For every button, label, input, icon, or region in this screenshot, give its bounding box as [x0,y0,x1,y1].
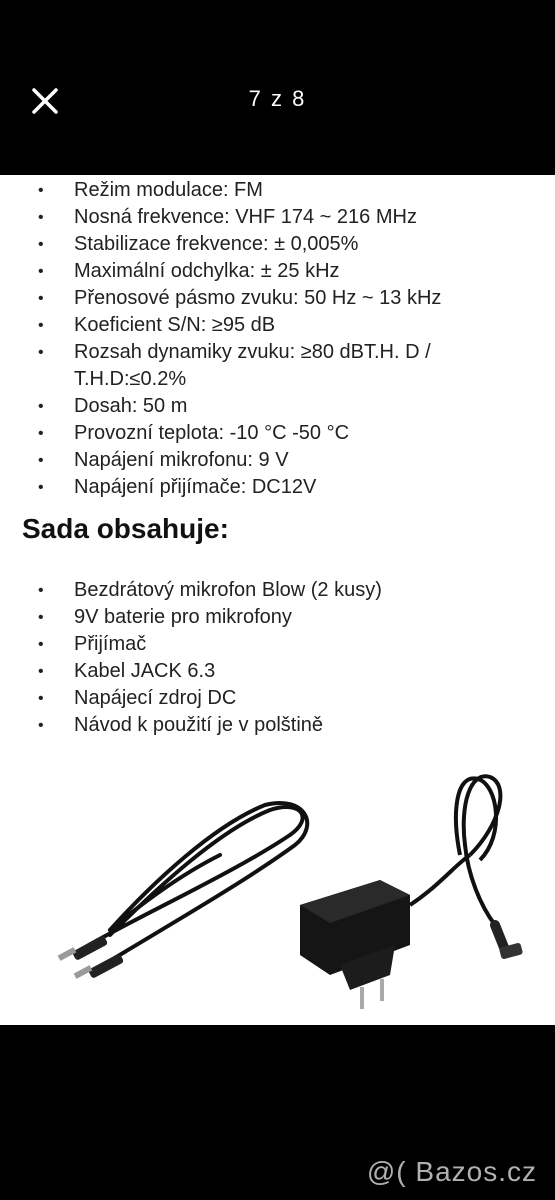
list-item: • Nosná frekvence: VHF 174 ~ 216 MHz [0,204,555,231]
list-item: • Dosah: 50 m [0,393,555,420]
list-item: • Napájení přijímače: DC12V [0,474,555,501]
section-title: Sada obsahuje: [22,513,229,544]
list-item: • Přenosové pásmo zvuku: 50 Hz ~ 13 kHz [0,285,555,312]
image-counter: 7 z 8 [248,86,307,111]
list-item: • Kabel JACK 6.3 [0,658,555,685]
bazos-watermark: @( Bazos.cz [366,1156,537,1187]
list-item: • Bezdrátový mikrofon Blow (2 kusy) [0,577,555,604]
product-image-content[interactable] [0,175,555,1025]
list-item: • Napájení mikrofonu: 9 V [0,447,555,474]
list-item: • Provozní teplota: -10 °C -50 °C [0,420,555,447]
list-item: • Koeficient S/N: ≥95 dB [0,312,555,339]
list-item: • Maximální odchylka: ± 25 kHz [0,258,555,285]
viewer-topbar [0,0,555,175]
jack-cable-illustration [80,803,307,970]
list-item: • Stabilizace frekvence: ± 0,005% [0,231,555,258]
viewer-footer [0,1025,555,1200]
list-item: • Napájecí zdroj DC [0,685,555,712]
list-item: • Režim modulace: FM [0,177,555,204]
list-item: • Přijímač [0,631,555,658]
list-item: • 9V baterie pro mikrofony [0,604,555,631]
kit-list [0,577,555,739]
spec-list [0,177,555,501]
list-item: • Návod k použití je v polštině [0,712,555,739]
list-item: • Rozsah dynamiky zvuku: ≥80 dBT.H. D / T.H.D:≤0.2% [0,339,555,393]
power-adapter-illustration [300,776,523,1009]
product-photo [0,765,555,1020]
